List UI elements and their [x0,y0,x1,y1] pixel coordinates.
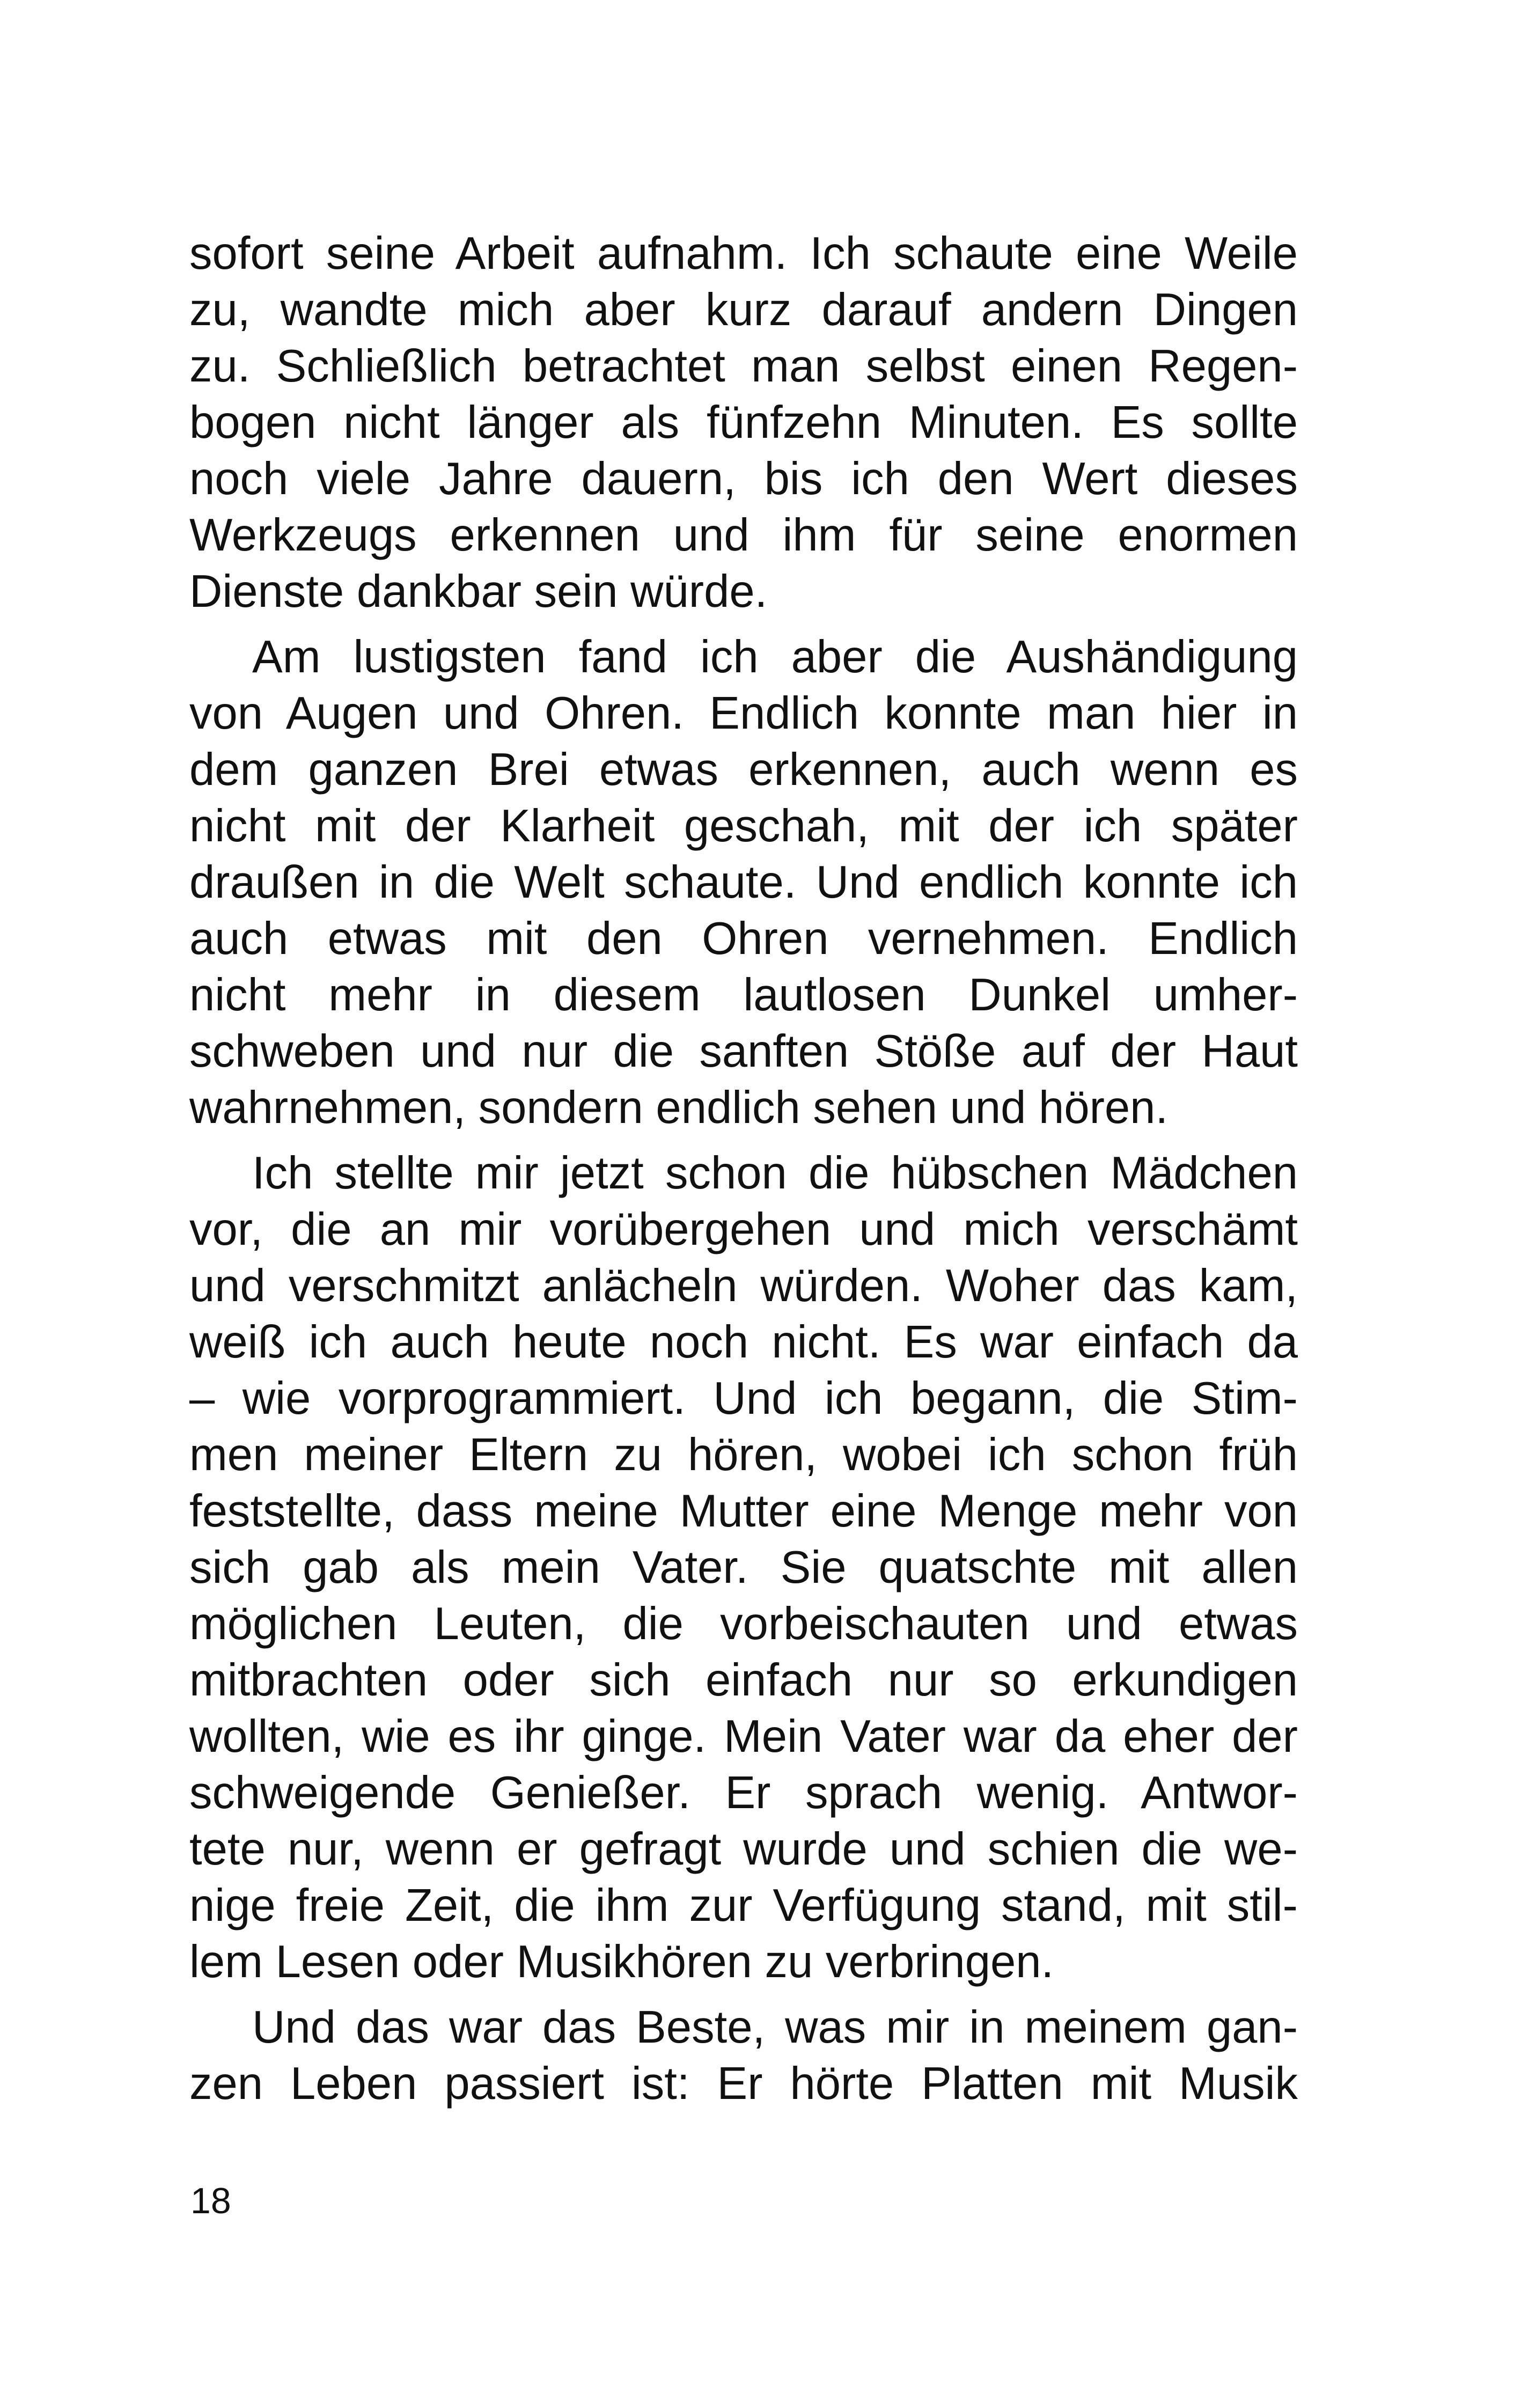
text-line: weiß ich auch heute noch nicht. Es war einfach da [189,1317,1298,1368]
text-line: Und das war das Beste, was mir in meinem gan- [252,2002,1298,2053]
text-line: zu. Schließlich betrachtet man selbst einen Regen- [189,341,1298,392]
text-line: nicht mehr in diesem lautlosen Dunkel umher- [189,970,1298,1021]
text-line: auch etwas mit den Ohren vernehmen. Endlich [189,913,1298,964]
text-line: dem ganzen Brei etwas erkennen, auch wenn es [189,744,1298,795]
page-number: 18 [190,2181,231,2221]
text-line: schweben und nur die sanften Stöße auf der Haut [189,1026,1298,1077]
text-line: zen Leben passiert ist: Er hörte Platten mit Musik [189,2058,1298,2109]
paragraph [189,225,1298,620]
paragraph [189,629,1298,1136]
text-line: noch viele Jahre dauern, bis ich den Wert dieses [189,453,1298,504]
text-line: nige freie Zeit, die ihm zur Verfügung stand, mit stil- [189,1880,1298,1931]
text-line: Ich stellte mir jetzt schon die hübschen Mädchen [252,1148,1298,1199]
text-line: mitbrachten oder sich einfach nur so erkundigen [189,1655,1298,1706]
text-line: Am lustigsten fand ich aber die Aushändigung [252,632,1298,682]
text-line: zu, wandte mich aber kurz darauf andern Dingen [189,284,1298,335]
text-line: und verschmitzt anlächeln würden. Woher das kam, [189,1260,1298,1311]
text-line: sich gab als mein Vater. Sie quatschte mit allen [189,1542,1298,1593]
text-line: bogen nicht länger als fünfzehn Minuten. Es sollte [189,397,1298,448]
text-line: schweigende Genießer. Er sprach wenig. Antwor- [189,1767,1298,1818]
text-line: sofort seine Arbeit aufnahm. Ich schaute eine Weile [189,228,1298,279]
paragraph [189,1999,1298,2112]
text-line: tete nur, wenn er gefragt wurde und schien die we- [189,1824,1298,1875]
body-text [189,225,1298,2112]
text-line: draußen in die Welt schaute. Und endlich konnte ich [189,857,1298,908]
text-line: men meiner Eltern zu hören, wobei ich schon früh [189,1429,1298,1480]
text-line: lem Lesen oder Musikhören zu verbringen. [189,1936,1054,1987]
text-line: wollten, wie es ihr ginge. Mein Vater war da eher der [189,1711,1298,1762]
text-line: vor, die an mir vorübergehen und mich verschämt [189,1204,1298,1255]
text-line: Dienste dankbar sein würde. [189,566,768,617]
text-line: wahrnehmen, sondern endlich sehen und hören. [189,1082,1169,1133]
text-line: von Augen und Ohren. Endlich konnte man hier in [189,688,1298,739]
text-line: nicht mit der Klarheit geschah, mit der ich später [189,801,1298,851]
text-line: möglichen Leuten, die vorbeischauten und etwas [189,1598,1298,1649]
text-line: – wie vorprogrammiert. Und ich begann, die Stim- [189,1373,1298,1424]
paragraph [189,1145,1298,1990]
text-line: Werkzeugs erkennen und ihm für seine enormen [189,510,1298,561]
text-line: feststellte, dass meine Mutter eine Menge mehr von [189,1486,1298,1537]
